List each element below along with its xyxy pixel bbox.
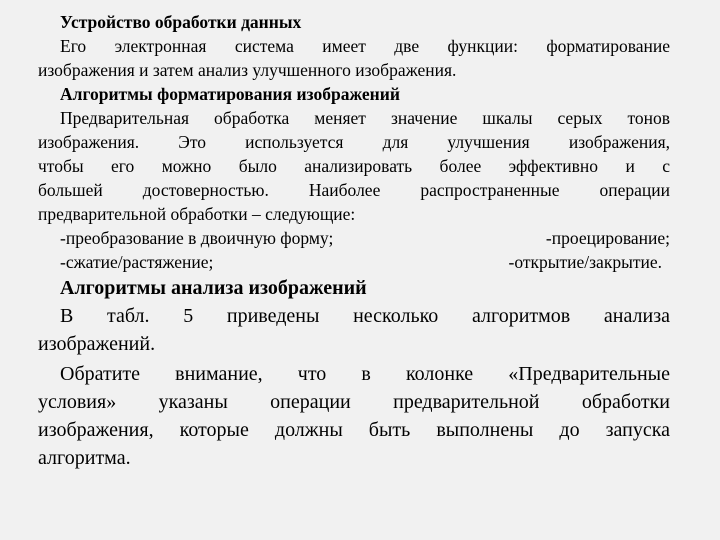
- list-item: -сжатие/растяжение;: [60, 252, 214, 272]
- list-row: [38, 226, 670, 250]
- list-item: -открытие/закрытие.: [508, 252, 662, 272]
- section-heading-data-processing: Устройство обработки данных: [60, 12, 302, 32]
- paragraph-line: предварительной обработки – следующие:: [38, 204, 356, 224]
- paragraph-line: большей достоверностью. Наиболее распространенные операции: [38, 180, 670, 200]
- paragraph-line: изображения и затем анализ улучшенного изображения.: [38, 60, 457, 80]
- paragraph-line: изображений.: [38, 333, 156, 355]
- paragraph-line: условия» указаны операции предварительной обработки: [38, 391, 670, 413]
- paragraph-line: Предварительная обработка меняет значение шкалы серых тонов: [60, 108, 670, 128]
- paragraph-line: В табл. 5 приведены несколько алгоритмов анализа: [60, 305, 670, 327]
- section-heading-formatting-algorithms: Алгоритмы форматирования изображений: [60, 84, 400, 104]
- section-heading-analysis-algorithms: Алгоритмы анализа изображений: [60, 277, 367, 299]
- paragraph-line: Его электронная система имеет две функции: форматирование: [60, 36, 670, 56]
- list-item: -проецирование;: [545, 228, 670, 248]
- paragraph-line: алгоритма.: [38, 447, 131, 469]
- document-page: [38, 10, 670, 472]
- paragraph-line: изображения. Это используется для улучшения изображения,: [38, 132, 670, 152]
- list-item: -преобразование в двоичную форму;: [60, 228, 334, 248]
- paragraph-line: изображения, которые должны быть выполнены до запуска: [38, 419, 670, 441]
- list-row: [38, 250, 670, 274]
- paragraph-line: чтобы его можно было анализировать более эффективно и с: [38, 156, 670, 176]
- paragraph-line: Обратите внимание, что в колонке «Предварительные: [60, 363, 670, 385]
